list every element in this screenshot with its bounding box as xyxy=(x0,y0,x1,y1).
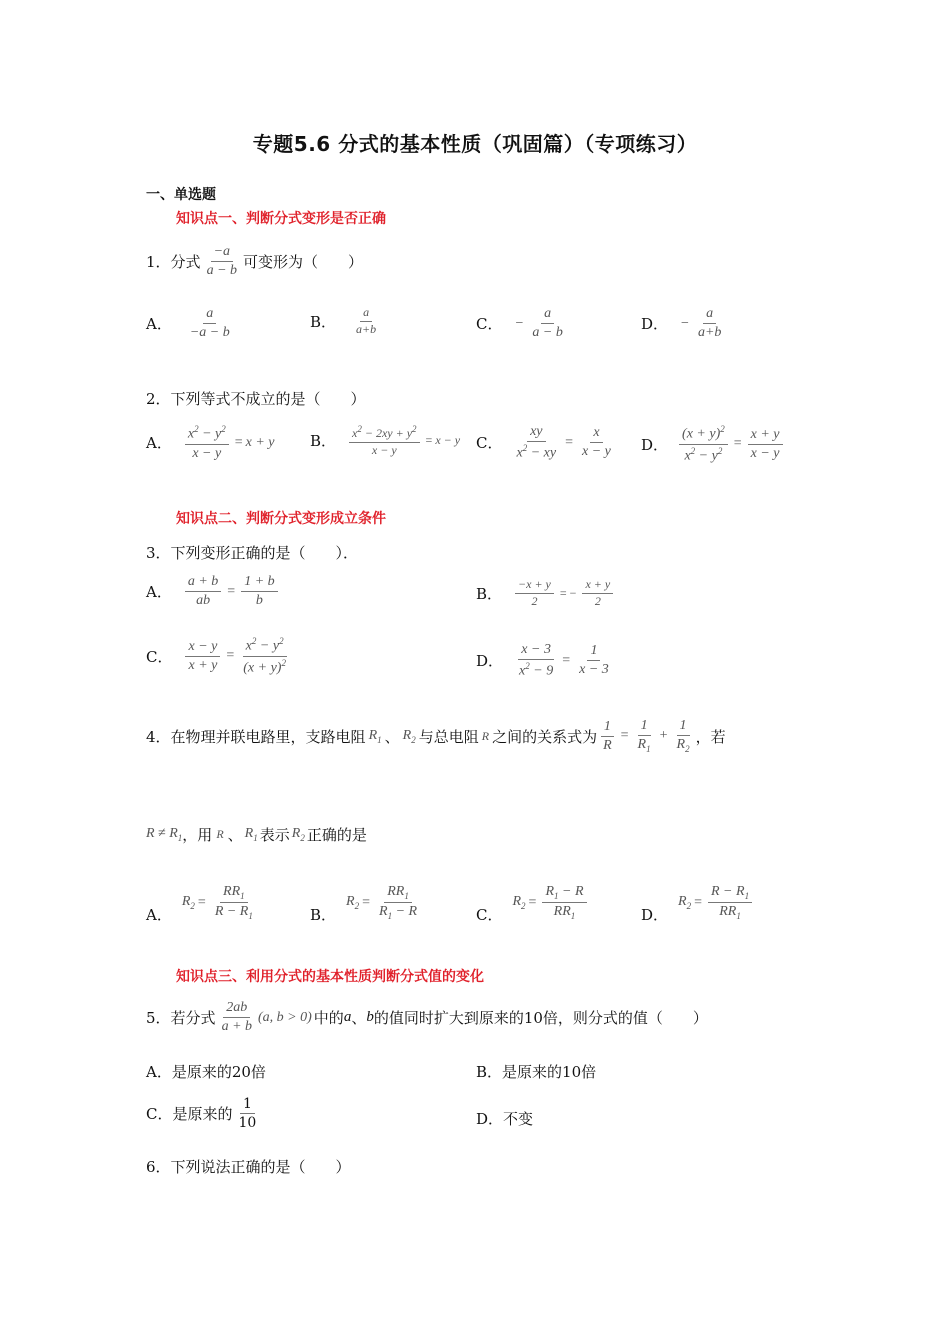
q3-number: 3． xyxy=(146,544,171,562)
q4-condition: $R \ne R_1$ xyxy=(146,826,183,843)
q1-label-c: C． xyxy=(476,315,503,334)
q1-number: 1． xyxy=(146,253,171,272)
q4-r: R xyxy=(481,728,490,743)
q4-number: 4． xyxy=(146,727,171,746)
q4-line2-d: 正确的是 xyxy=(306,826,367,844)
q4-label-a: A． xyxy=(146,906,172,924)
question-6 xyxy=(146,1156,351,1177)
q2-option-c[interactable]: C． $\frac{xy}{x^2 - xy}$ = $\frac{x}{x - y}$ xyxy=(476,424,611,461)
q3-label-b: B． xyxy=(476,584,503,603)
q5-option-b-text: B．是原来的10倍 xyxy=(476,1063,597,1081)
q5-sep: 、 xyxy=(351,1009,367,1028)
q4-line2-a: ，用 xyxy=(182,826,213,844)
q1-pre: 分式 xyxy=(170,253,201,272)
q5-option-a[interactable] xyxy=(146,1061,266,1082)
q3-label-c: C． xyxy=(146,647,173,666)
q4-label-c: C． xyxy=(476,906,503,924)
q5-condition: (a, b > 0) xyxy=(258,1009,312,1025)
q1-option-a[interactable] xyxy=(146,306,236,341)
question-1 xyxy=(146,244,363,279)
knowledge-point-2: 知识点二、判断分式变形成立条件 xyxy=(176,511,386,527)
q4-line2-r: R xyxy=(216,827,224,841)
q6-number: 6． xyxy=(146,1158,171,1176)
q3-label-d: D． xyxy=(476,652,504,671)
question-3 xyxy=(146,542,358,563)
q5-pre: 若分式 xyxy=(170,1009,216,1028)
q4-line2-r1: $R_1$ xyxy=(244,826,258,843)
q5-option-b[interactable] xyxy=(476,1061,596,1082)
q2-label-c: C． xyxy=(476,434,503,453)
q5-post: 的值同时扩大到原来的10倍，则分式的值（ ） xyxy=(373,1009,708,1028)
q5-option-d-text: D．不变 xyxy=(476,1110,534,1128)
q2-option-a[interactable]: A． $\frac{x^2 - y^2}{x - y}$ = x + y xyxy=(146,424,275,461)
q4-option-a[interactable]: A． $R_2$ = $\frac{RR_1}{R - R_1}$ xyxy=(146,883,253,924)
question-5 xyxy=(146,1000,708,1035)
q4-r2: $R_2$ xyxy=(402,727,416,745)
q4-pre: 在物理并联电路里，支路电阻 xyxy=(170,727,366,746)
q3-option-d[interactable]: D． $\frac{x - 3}{x^2 - 9}$ = $\frac{1}{x - 3}$ xyxy=(476,642,609,679)
q3-option-c[interactable]: C． $\frac{x - y}{x + y}$ = $\frac{x^2 - y^2}{(x + y)^2}$ xyxy=(146,636,286,676)
q4-mid2: 之间的关系式为 xyxy=(492,727,598,746)
q4-line2-r2: $R_2$ xyxy=(291,826,305,843)
q3-label-a: A． xyxy=(146,583,172,602)
q2-text: 下列等式不成立的是（ ） xyxy=(170,390,366,408)
q1-label-b: B． xyxy=(310,312,337,331)
q4-mid1: 与总电阻 xyxy=(418,727,479,746)
q6-text: 下列说法正确的是（ ） xyxy=(170,1158,351,1176)
q5-option-c-text: C．是原来的 xyxy=(146,1105,233,1124)
q4-label-b: B． xyxy=(310,906,337,924)
q3-option-b[interactable]: B． $\frac{-x + y}{2}$ = − $\frac{x + y}{2}$ xyxy=(476,578,616,609)
question-4 xyxy=(146,718,726,754)
question-4-line2 xyxy=(146,824,367,845)
q4-relation: $\frac{1}{R}$ = $\frac{1}{R_1}$ + $\frac{1}{R_2}$ xyxy=(597,718,696,754)
q5-option-c[interactable] xyxy=(146,1096,262,1131)
q4-line2-b: 、 xyxy=(227,826,243,844)
q1-option-c[interactable]: C． − $\frac{a}{a - b}$ xyxy=(476,306,563,341)
q4-sep: 、 xyxy=(384,727,400,746)
knowledge-point-1: 知识点一、判断分式变形是否正确 xyxy=(176,211,386,227)
q5-option-a-text: A．是原来的20倍 xyxy=(146,1063,266,1081)
q4-option-c[interactable]: C． $R_2$ = $\frac{R_1 - R}{RR_1}$ xyxy=(476,880,590,925)
q2-label-b: B． xyxy=(310,432,337,451)
q5-var-b: b xyxy=(366,1009,374,1026)
question-2 xyxy=(146,388,366,409)
q5-mid: 中的 xyxy=(313,1009,344,1028)
q1-post: 可变形为（ ） xyxy=(243,253,364,272)
section-heading: 一、单选题 xyxy=(146,187,216,203)
q4-option-b[interactable]: B． $R_2$ = $\frac{RR_1}{R_1 - R}$ xyxy=(310,883,418,924)
q1-a-fraction: $\frac{a}{-a - b}$ xyxy=(189,306,230,341)
q1-option-d[interactable]: D． − $\frac{a}{a+b}$ xyxy=(641,306,722,341)
q1-option-b[interactable] xyxy=(310,306,382,337)
q5-fraction: $\frac{2ab}{a + b}$ xyxy=(221,1000,253,1035)
q4-post: ，若 xyxy=(695,727,726,746)
q4-option-d[interactable]: D． $R_2$ = $\frac{R - R_1}{RR_1}$ xyxy=(641,880,755,925)
q4-line2-c: 表示 xyxy=(259,826,290,844)
q1-label-a: A． xyxy=(146,315,172,334)
q5-option-d[interactable] xyxy=(476,1108,533,1129)
q2-label-a: A． xyxy=(146,434,172,453)
q4-r1: $R_1$ xyxy=(368,727,382,745)
q3-text: 下列变形正确的是（ ）． xyxy=(170,544,359,562)
q4-label-d: D． xyxy=(641,906,669,924)
knowledge-point-3: 知识点三、利用分式的基本性质判断分式值的变化 xyxy=(176,969,484,985)
q5-number: 5． xyxy=(146,1009,171,1028)
q2-label-d: D． xyxy=(641,435,669,454)
q5-c-fraction: $\frac{1}{10}$ xyxy=(238,1096,257,1132)
q2-option-b[interactable]: B． $\frac{x^2 - 2xy + y^2}{x - y}$ = x − y xyxy=(310,424,461,457)
page-title: 专题5.6 分式的基本性质（巩固篇）（专项练习） xyxy=(252,132,698,156)
q1-b-fraction: $\frac{a}{a+b}$ xyxy=(356,305,377,336)
q1-fraction: $\frac{-a}{a - b}$ xyxy=(206,244,238,279)
q2-number: 2． xyxy=(146,390,171,408)
q1-label-d: D． xyxy=(641,315,669,334)
q5-var-a: a xyxy=(343,1009,352,1026)
q2-option-d[interactable]: D． $\frac{(x + y)^2}{x^2 - y^2}$ = $\frac{x + y}{x - y}$ xyxy=(641,424,786,465)
q3-option-a[interactable]: A． $\frac{a + b}{ab}$ = $\frac{1 + b}{b}$ xyxy=(146,574,281,609)
